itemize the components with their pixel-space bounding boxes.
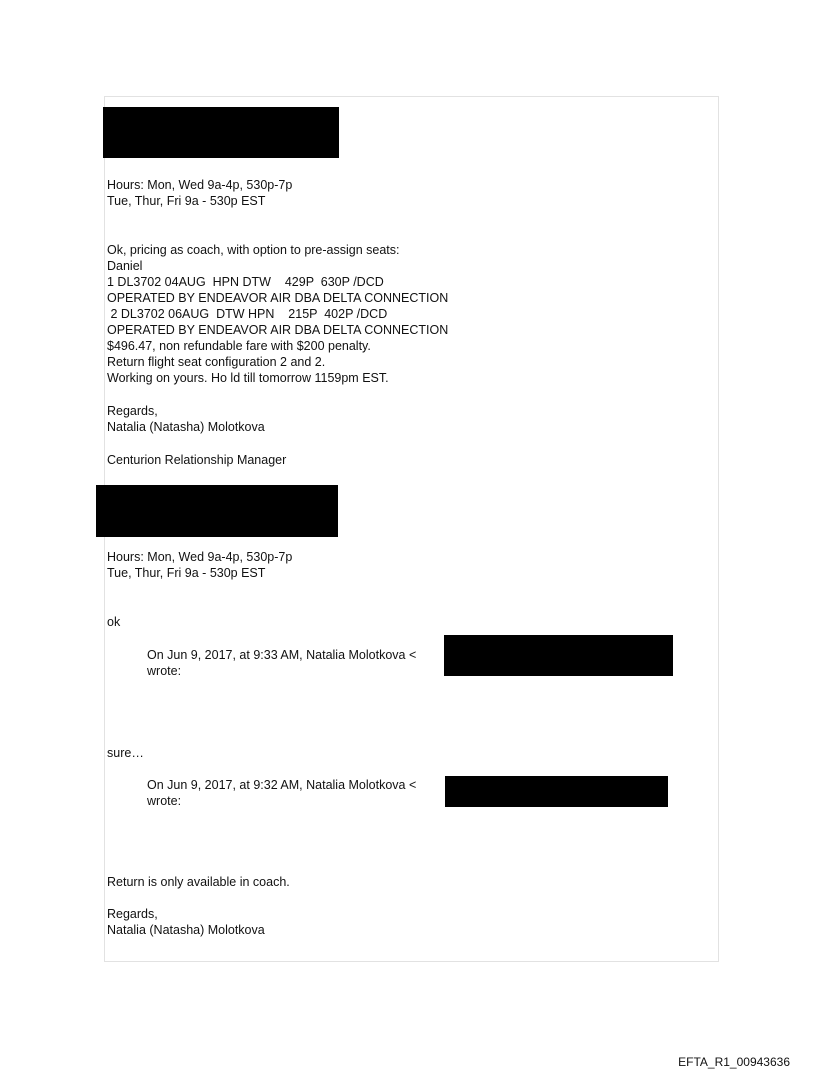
message-line: Daniel	[107, 259, 143, 273]
sender-name: Natalia (Natasha) Molotkova	[107, 420, 265, 434]
sender-name: Natalia (Natasha) Molotkova	[107, 923, 265, 937]
quote-wrote: wrote:	[147, 664, 182, 678]
flight-line: 2 DL3702 06AUG DTW HPN 215P 402P /DCD	[107, 307, 388, 321]
sender-title: Centurion Relationship Manager	[107, 453, 287, 467]
redaction-block	[103, 107, 339, 158]
hours-line: Tue, Thur, Fri 9a - 530p EST	[107, 566, 266, 580]
regards-text: Regards,	[107, 404, 158, 418]
quote-header: On Jun 9, 2017, at 9:32 AM, Natalia Molotkova <	[147, 778, 417, 792]
regards-text: Regards,	[107, 907, 158, 921]
message-line: Return flight seat configuration 2 and 2.	[107, 355, 326, 369]
message-line: Return is only available in coach.	[107, 875, 290, 889]
message-line: Ok, pricing as coach, with option to pre-assign seats:	[107, 243, 400, 257]
message-line: Working on yours. Ho ld till tomorrow 1159pm EST.	[107, 371, 389, 385]
flight-operator-line: OPERATED BY ENDEAVOR AIR DBA DELTA CONNECTION	[107, 323, 449, 337]
redaction-block	[445, 776, 668, 807]
redaction-block	[96, 485, 338, 537]
reply-text: sure…	[107, 746, 144, 760]
hours-line: Hours: Mon, Wed 9a-4p, 530p-7p	[107, 550, 293, 564]
quote-wrote: wrote:	[147, 794, 182, 808]
redaction-block	[444, 635, 673, 676]
hours-line: Tue, Thur, Fri 9a - 530p EST	[107, 194, 266, 208]
quote-header: On Jun 9, 2017, at 9:33 AM, Natalia Molotkova <	[147, 648, 417, 662]
bates-number: EFTA_R1_00943636	[678, 1055, 790, 1069]
hours-line: Hours: Mon, Wed 9a-4p, 530p-7p	[107, 178, 293, 192]
flight-operator-line: OPERATED BY ENDEAVOR AIR DBA DELTA CONNECTION	[107, 291, 449, 305]
fare-line: $496.47, non refundable fare with $200 penalty.	[107, 339, 371, 353]
reply-text: ok	[107, 615, 121, 629]
flight-line: 1 DL3702 04AUG HPN DTW 429P 630P /DCD	[107, 275, 384, 289]
